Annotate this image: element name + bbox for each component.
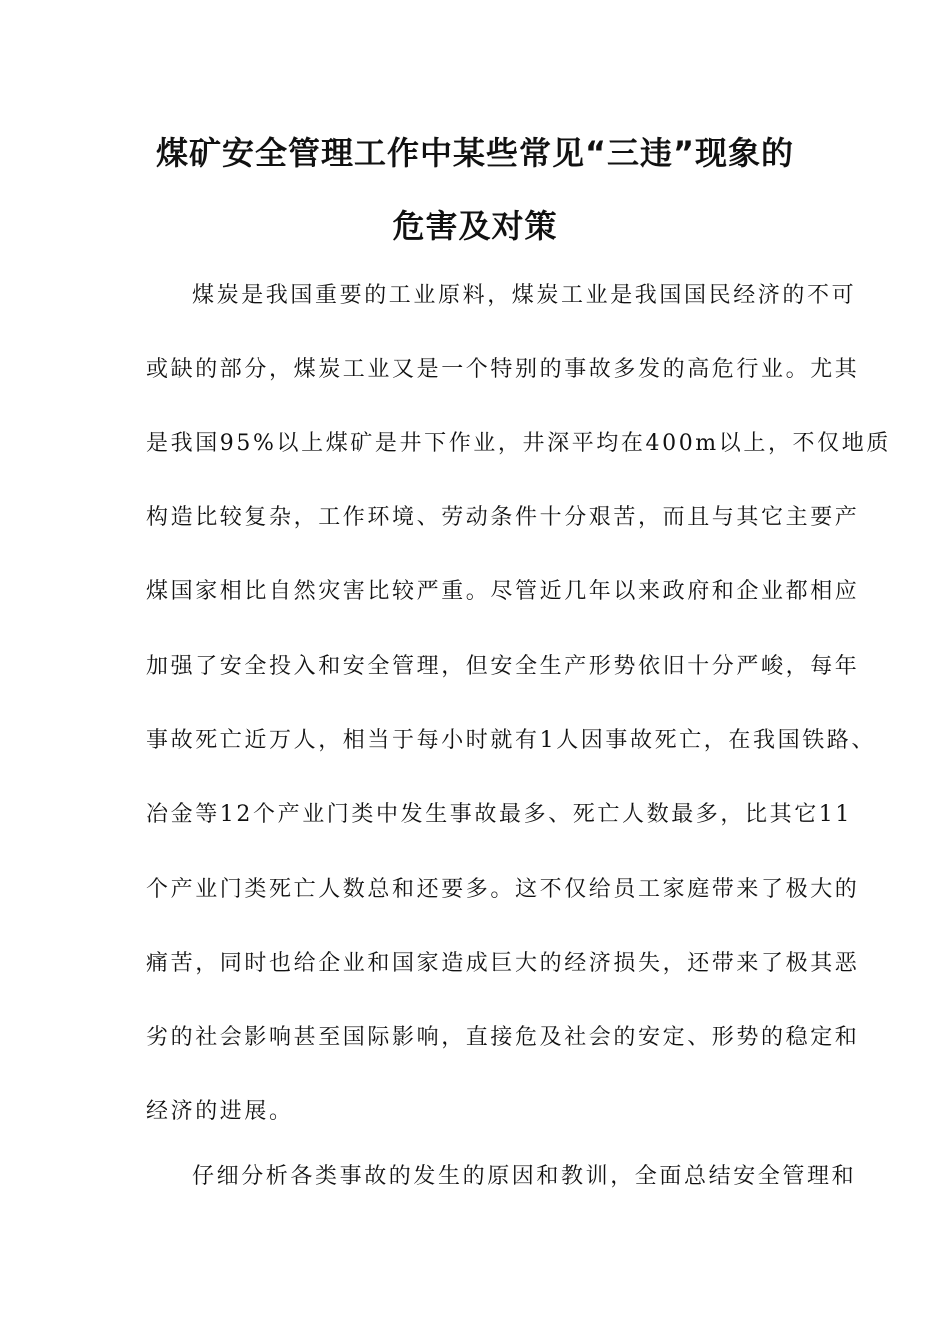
paragraph-1-line-10: 痛苦，同时也给企业和国家造成巨大的经济损失，还带来了极其恶 — [146, 951, 860, 976]
paragraph-1-line-1: 煤炭是我国重要的工业原料，煤炭工业是我国国民经济的不可 — [192, 283, 857, 308]
paragraph-1-line-4: 构造比较复杂，工作环境、劳动条件十分艰苦，而且与其它主要产 — [146, 505, 860, 530]
paragraph-1-line-8: 冶金等12个产业门类中发生事故最多、死亡人数最多，比其它11 — [146, 802, 852, 827]
paragraph-1-line-9: 个产业门类死亡人数总和还要多。这不仅给员工家庭带来了极大的 — [146, 877, 860, 902]
paragraph-1-line-2: 或缺的部分，煤炭工业又是一个特别的事故多发的高危行业。尤其 — [146, 357, 860, 382]
paragraph-1-line-7: 事故死亡近万人，相当于每小时就有1人因事故死亡，在我国铁路、 — [146, 728, 876, 753]
paragraph-1-line-11: 劣的社会影响甚至国际影响，直接危及社会的安定、形势的稳定和 — [146, 1025, 860, 1050]
paragraph-1-line-3: 是我国95%以上煤矿是井下作业，井深平均在400m以上，不仅地质 — [146, 431, 891, 456]
paragraph-1-line-12: 经济的进展。 — [146, 1099, 294, 1124]
document-title-line-1: 煤矿安全管理工作中某些常见“三违”现象的 — [155, 134, 795, 172]
document-title-line-2: 危害及对策 — [392, 207, 558, 245]
paragraph-1-line-6: 加强了安全投入和安全管理，但安全生产形势依旧十分严峻，每年 — [146, 654, 860, 679]
paragraph-1-line-5: 煤国家相比自然灾害比较严重。尽管近几年以来政府和企业都相应 — [146, 579, 860, 604]
paragraph-2-line-1: 仔细分析各类事故的发生的原因和教训，全面总结安全管理和 — [192, 1164, 857, 1189]
